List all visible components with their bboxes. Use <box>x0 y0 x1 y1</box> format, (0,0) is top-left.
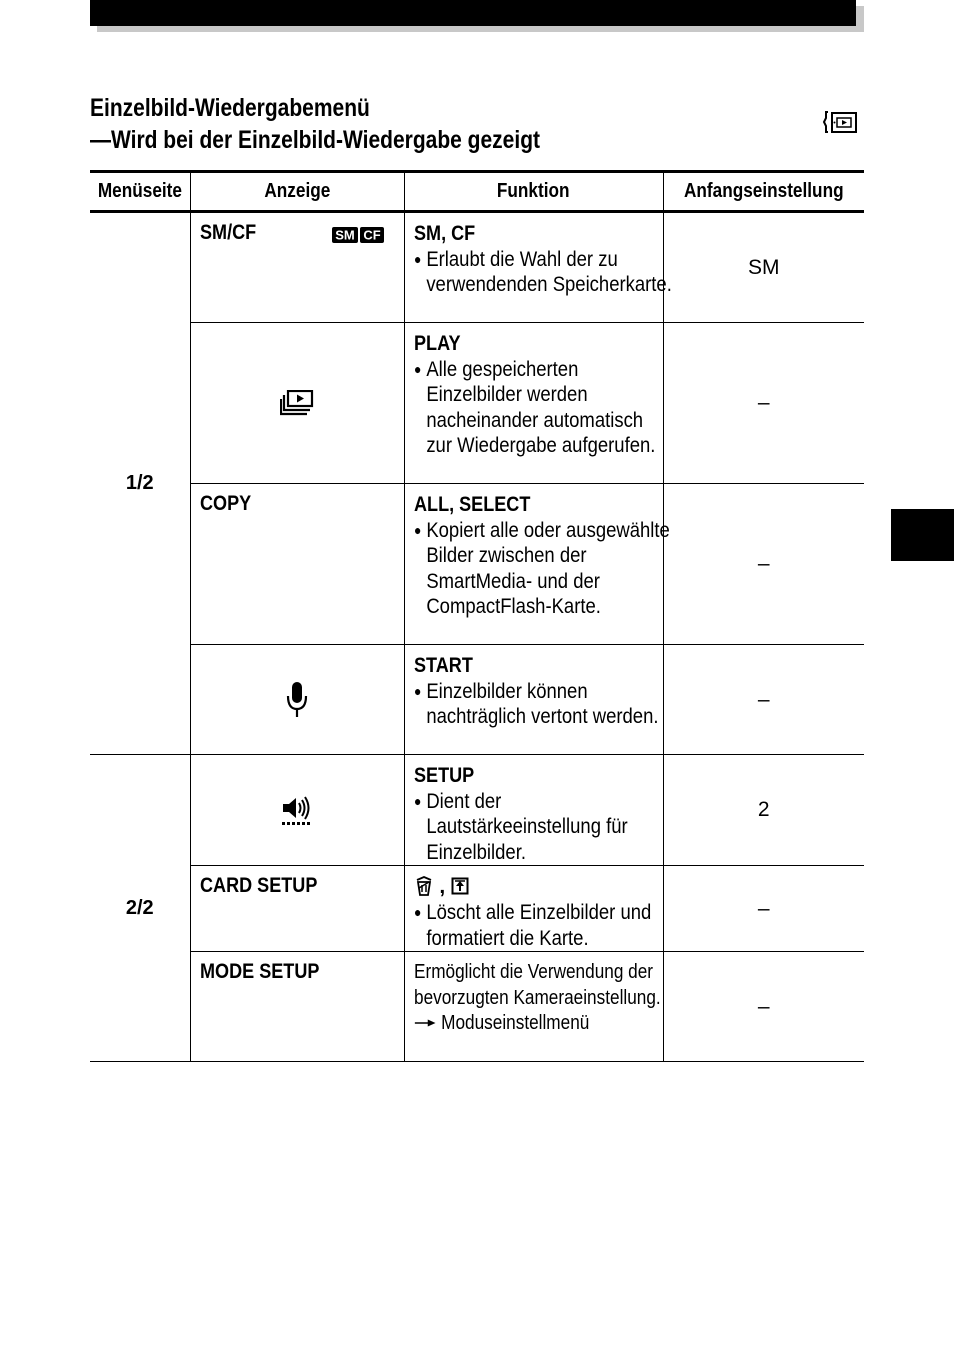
initial-value: – <box>663 323 864 484</box>
function-description: ● Kopiert alle oder ausgewählte Bilder zwischen der SmartMedia- und der CompactFlash-Karte. <box>414 518 673 620</box>
function-note-text: Ermöglicht die Verwendung der bevorzugten Kameraeinstellung. <box>413 961 661 1009</box>
display-label: COPY <box>199 492 251 515</box>
function-description: ● Alle gespeicherten Einzelbilder werden nacheinander automatisch zur Wiedergabe aufgerufen. <box>414 357 673 459</box>
initial-value: – <box>663 645 864 755</box>
speaker-volume-icon <box>281 795 313 825</box>
display-cell <box>190 212 404 323</box>
function-cell <box>404 866 663 952</box>
header-display: Anzeige <box>190 172 404 212</box>
initial-value: 2 <box>663 755 864 866</box>
function-cell <box>404 484 670 645</box>
cf-badge-icon <box>360 227 384 243</box>
page-number: 1/2 <box>90 212 190 755</box>
display-cell <box>190 866 404 952</box>
table-header-row <box>90 172 864 212</box>
menu-table <box>90 170 864 1062</box>
function-note-link: Moduseinstellmenü <box>440 1012 589 1034</box>
microphone-icon <box>286 681 308 719</box>
function-description: ● Löscht alle Einzelbilder und formatiert die Karte. <box>414 900 673 951</box>
initial-value: – <box>663 952 864 1062</box>
function-options <box>414 874 663 900</box>
display-label: MODE SETUP <box>199 960 319 983</box>
function-options: PLAY <box>413 332 461 355</box>
initial-value: – <box>663 866 864 952</box>
title-line-1: Einzelbild-Wiedergabemenü <box>90 94 370 122</box>
sm-badge-icon <box>332 227 358 243</box>
table-row <box>90 866 864 952</box>
display-cell <box>190 645 404 755</box>
display-cell <box>190 755 404 866</box>
playback-mode-icon <box>822 108 858 136</box>
options-separator: , <box>439 875 446 898</box>
header-page: Menüseite <box>90 172 190 212</box>
function-options: SM, CF <box>413 222 475 245</box>
function-cell <box>404 645 663 755</box>
table-row <box>90 323 864 484</box>
function-cell <box>404 323 663 484</box>
initial-value: SM <box>663 212 864 323</box>
function-options: START <box>413 654 473 677</box>
title-line-2: —Wird bei der Einzelbild-Wiedergabe gezeigt <box>90 126 541 154</box>
function-options: ALL, SELECT <box>413 493 530 516</box>
function-description: ● Einzelbilder können nachträglich vertont werden. <box>414 679 673 730</box>
slideshow-icon <box>280 390 314 416</box>
arrow-right-icon <box>414 1018 436 1028</box>
page-number: 2/2 <box>90 755 190 1062</box>
function-description: ● Erlaubt die Wahl der zu verwendenden Speicherkarte. <box>414 247 673 298</box>
function-cell <box>404 755 663 866</box>
display-label: SM/CF <box>199 221 256 244</box>
function-note <box>414 960 663 1037</box>
display-cell <box>190 484 404 645</box>
table-row <box>90 952 864 1062</box>
function-description: ● Dient der Lautstärkeeinstellung für Einzelbilder. <box>414 789 673 866</box>
display-cell <box>190 952 404 1062</box>
function-options: SETUP <box>413 764 474 787</box>
section-tab-marker <box>891 509 954 561</box>
initial-value: – <box>663 484 864 645</box>
header-bar <box>90 0 856 26</box>
table-row <box>90 212 864 323</box>
header-function: Funktion <box>404 172 663 212</box>
function-cell <box>404 952 663 1062</box>
table-row <box>90 484 864 645</box>
svg-text:CF: CF <box>362 227 381 243</box>
svg-text:SM: SM <box>334 227 355 243</box>
display-label: CARD SETUP <box>199 874 317 897</box>
display-cell <box>190 323 404 484</box>
page-title <box>90 92 540 156</box>
function-cell <box>404 212 672 323</box>
card-format-icon <box>451 877 469 895</box>
header-initial: Anfangseinstellung <box>663 172 864 212</box>
table-row <box>90 645 864 755</box>
trash-all-icon <box>414 876 434 896</box>
table-row <box>90 755 864 866</box>
